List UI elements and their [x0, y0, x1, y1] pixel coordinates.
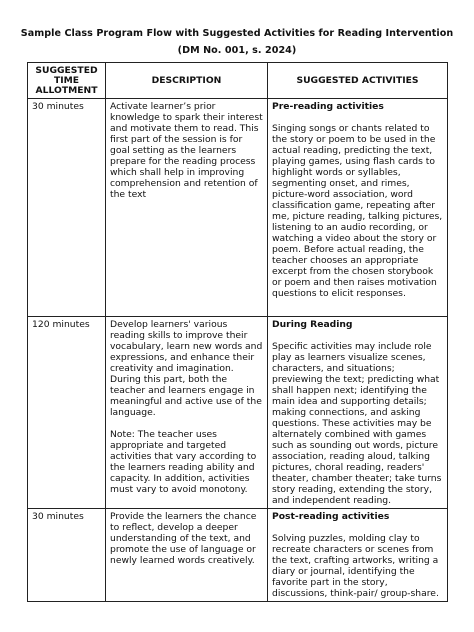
- table-row: [28, 509, 448, 602]
- time-cell: 120 minutes: [28, 317, 106, 509]
- activity-text: Specific activities may include role play as learners visualize scenes, characters, and situations; previewing the text; predicting what shall happen next; identifying the main idea and supporting details; making connections, and asking questions. These activities may be alternately combined with games such as sounding out words, picture association, reading aloud, talking pictures, choral reading, readers' theater, chamber theater; take turns story reading, extending the story, and independent reading.: [272, 341, 442, 506]
- header-suggested-activities: SUGGESTED ACTIVITIES: [268, 63, 448, 99]
- description-cell: Activate learner’s prior knowledge to spark their interest and motivate them to read. This first part of the session is for goal setting as the learners prepare for the reading process which shall help in improving comprehension and retention of the text: [106, 99, 268, 317]
- description-cell: [106, 317, 268, 509]
- activity-text: Solving puzzles, molding clay to recreate characters or scenes from the text, crafting artworks, writing a diary or journal, identifying the favorite part in the story, discussions, think-pair/ group-share.: [272, 533, 439, 599]
- document-title: Sample Class Program Flow with Suggested Activities for Reading Intervention: [20, 28, 454, 39]
- table-row: [28, 317, 448, 509]
- table-row: [28, 99, 448, 317]
- program-flow-table: [27, 62, 448, 602]
- activity-heading: Pre-reading activities: [272, 101, 384, 112]
- table-header-row: [28, 63, 448, 99]
- time-cell: 30 minutes: [28, 99, 106, 317]
- description-text: Develop learners' various reading skills to improve their vocabulary, learn new words and expressions, and enhance their creativity and imagination. During this part, both the teacher and learners engage in meaningful and active use of the language.: [110, 319, 263, 418]
- activities-cell: [268, 509, 448, 602]
- description-cell: Provide the learners the chance to reflect, develop a deeper understanding of the text, and promote the use of language or newly learned words creatively.: [106, 509, 268, 602]
- activity-heading: During Reading: [272, 319, 353, 330]
- document-subtitle: (DM No. 001, s. 2024): [177, 45, 297, 56]
- header-time-allotment: SUGGESTED TIME ALLOTMENT: [28, 63, 106, 99]
- time-cell: 30 minutes: [28, 509, 106, 602]
- activities-cell: [268, 317, 448, 509]
- header-description: DESCRIPTION: [106, 63, 268, 99]
- activity-heading: Post-reading activities: [272, 511, 390, 522]
- description-note: Note: The teacher uses appropriate and targeted activities that vary according to the learners reading ability and capacity. In addition, activities must vary to avoid monotony.: [110, 429, 257, 495]
- activities-cell: [268, 99, 448, 317]
- activity-text: Singing songs or chants related to the story or poem to be used in the actual reading, predicting the text, playing games, using flash cards to highlight words or syllables, segmenting onset, and rimes, picture-word association, word classification game, repeating after me, picture reading, talking pictures, listening to an audio recording, or watching a video about the story or poem. Before actual reading, the teacher chooses an appropriate excerpt from the chosen storybook or poem and then raises motivation questions to elicit responses.: [272, 123, 443, 299]
